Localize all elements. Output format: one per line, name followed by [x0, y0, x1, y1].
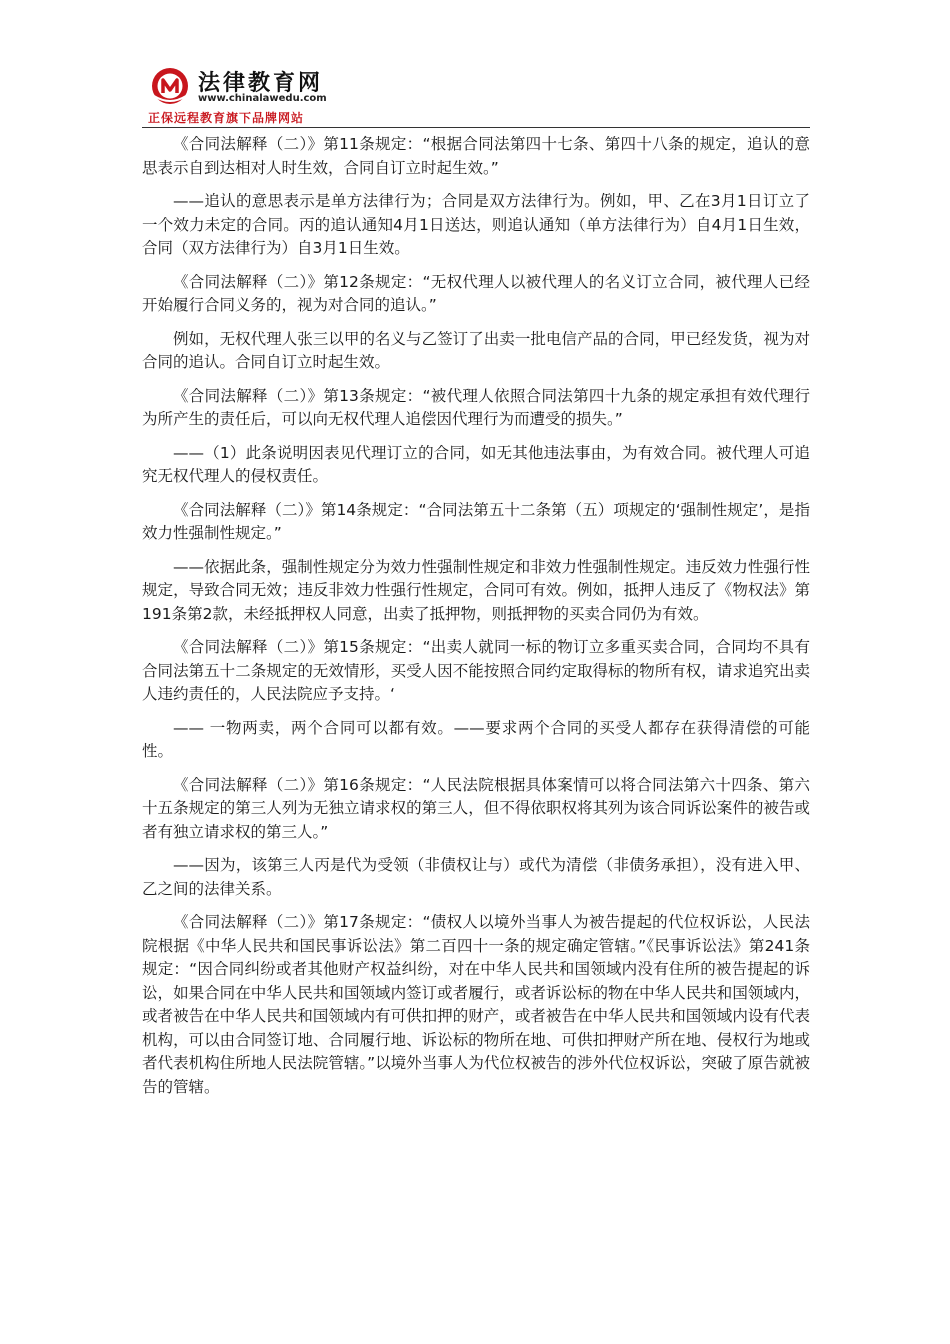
header-divider	[142, 127, 810, 128]
site-header	[142, 62, 327, 125]
paragraph-9: 《合同法解释（二）》第15条规定：“出卖人就同一标的物订立多重买卖合同，合同均不具有合同法第五十二条规定的无效情形，买受人因不能按照合同约定取得标的物所有权，请求追究出卖人违约责任的，人民法院应予支持。‘	[142, 638, 810, 703]
paragraph-8: ——依据此条，强制性规定分为效力性强制性规定和非效力性强制性规定。违反效力性强行性规定，导致合同无效；违反非效力性强行性规定，合同可有效。例如，抵押人违反了《物权法》第191条第2款，未经抵押权人同意，出卖了抵押物，则抵押物的买卖合同仍为有效。	[142, 557, 810, 623]
site-url[interactable]: www.chinalawedu.com	[198, 93, 327, 104]
law-scale-logo-icon	[150, 66, 190, 106]
paragraph-4: 例如，无权代理人张三以甲的名义与乙签订了出卖一批电信产品的合同，甲已经发货，视为对合同的追认。合同自订立时起生效。	[142, 329, 810, 371]
paragraph-11: 《合同法解释（二）》第16条规定：“人民法院根据具体案情可以将合同法第六十四条、第六十五条规定的第三人列为无独立请求权的第三人，但不得依职权将其列为该合同诉讼案件的被告或者有独立请求权的第三人。”	[142, 775, 810, 841]
paragraph-5: 《合同法解释（二）》第13条规定：“被代理人依照合同法第四十九条的规定承担有效代理行为所产生的责任后，可以向无权代理人追偿因代理行为而遭受的损失。”	[142, 386, 810, 428]
paragraph-7: 《合同法解释（二）》第14条规定：“合同法第五十二条第（五）项规定的‘强制性规定’，是指效力性强制性规定。”	[142, 500, 810, 542]
paragraph-12: ——因为，该第三人丙是代为受领（非债权让与）或代为清偿（非债务承担），没有进入甲、乙之间的法律关系。	[142, 856, 810, 898]
paragraph-10: —— 一物两卖，两个合同可以都有效。——要求两个合同的买受人都存在获得清偿的可能性。	[142, 718, 810, 760]
site-slogan: 正保远程教育旗下品牌网站	[148, 111, 305, 125]
paragraph-6: ——（1）此条说明因表见代理订立的合同，如无其他违法事由，为有效合同。被代理人可追究无权代理人的侵权责任。	[142, 443, 810, 485]
document-body	[142, 133, 810, 1109]
paragraph-13: 《合同法解释（二）》第17条规定：“债权人以境外当事人为被告提起的代位权诉讼，人民法院根据《中华人民共和国民事诉讼法》第二百四十一条的规定确定管辖。”《民事诉讼法》第241条规定：“因合同纠纷或者其他财产权益纠纷，对在中华人民共和国领域内没有住所的被告提起的诉讼，如果合同在中华人民共和国领域内签订或者履行，或者诉讼标的物在中华人民共和国领域内，或者被告在中华人民共和国领域内有可供扣押的财产，或者被告在中华人民共和国领域内设有代表机构，可以由合同签订地、合同履行地、诉讼标的物所在地、可供扣押财产所在地、侵权行为地或者代表机构住所地人民法院管辖。”以境外当事人为代位权被告的涉外代位权诉讼，突破了原告就被告的管辖。	[142, 913, 810, 1096]
paragraph-1: 《合同法解释（二）》第11条规定：“根据合同法第四十七条、第四十八条的规定，追认的意思表示自到达相对人时生效，合同自订立时起生效。”	[142, 135, 810, 177]
paragraph-3: 《合同法解释（二）》第12条规定：“无权代理人以被代理人的名义订立合同，被代理人已经开始履行合同义务的，视为对合同的追认。”	[142, 272, 810, 314]
paragraph-2: ——追认的意思表示是单方法律行为；合同是双方法律行为。例如，甲、乙在3月1日订立了一个效力未定的合同。丙的追认通知4月1日送达，则追认通知（单方法律行为）自4月1日生效，合同（双方法律行为）自3月1日生效。	[142, 192, 810, 257]
site-name: 法律教育网	[198, 71, 324, 96]
